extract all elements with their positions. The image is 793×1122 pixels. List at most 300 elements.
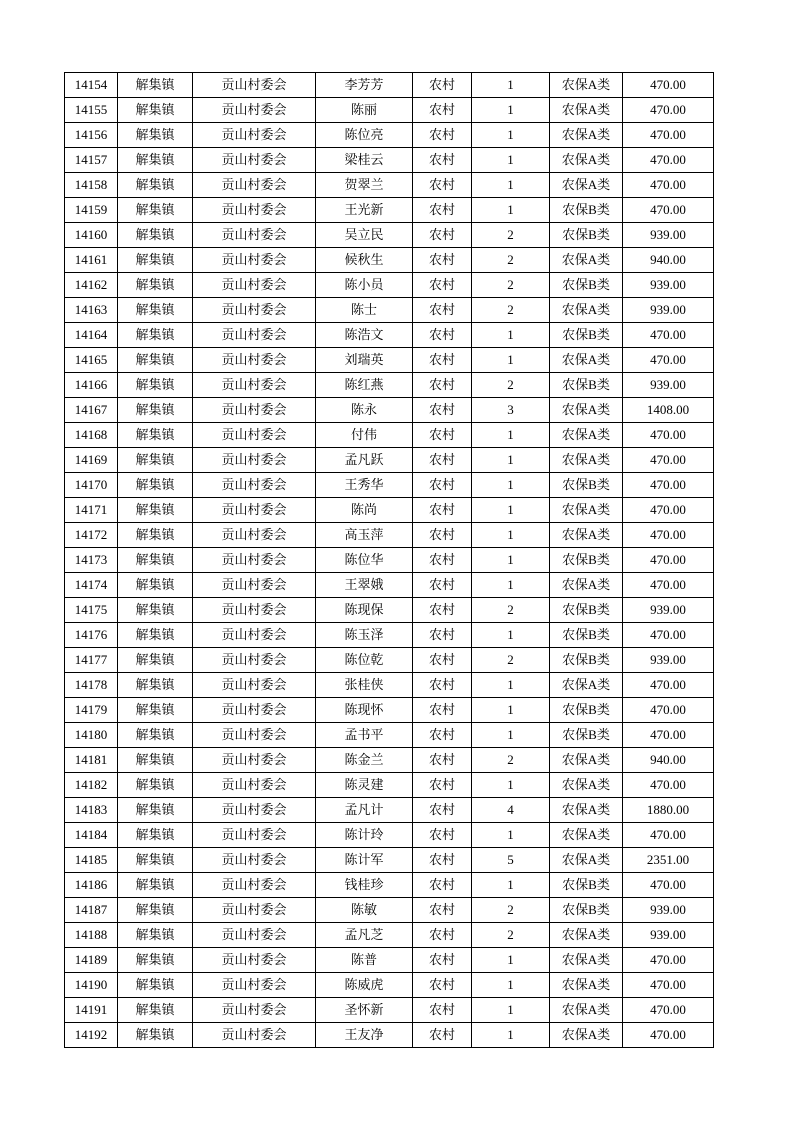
cell-name: 王翠娥 bbox=[316, 573, 413, 598]
cell-type: 农村 bbox=[413, 473, 472, 498]
table-row bbox=[65, 248, 714, 273]
cell-category: 农保B类 bbox=[550, 198, 623, 223]
cell-type: 农村 bbox=[413, 323, 472, 348]
table-row bbox=[65, 973, 714, 998]
cell-amount: 470.00 bbox=[623, 773, 714, 798]
cell-village: 贡山村委会 bbox=[193, 773, 316, 798]
cell-amount: 470.00 bbox=[623, 723, 714, 748]
cell-town: 解集镇 bbox=[118, 498, 193, 523]
cell-id: 14180 bbox=[65, 723, 118, 748]
cell-count: 1 bbox=[472, 548, 550, 573]
cell-amount: 1880.00 bbox=[623, 798, 714, 823]
cell-id: 14174 bbox=[65, 573, 118, 598]
cell-count: 1 bbox=[472, 348, 550, 373]
cell-id: 14159 bbox=[65, 198, 118, 223]
cell-town: 解集镇 bbox=[118, 598, 193, 623]
cell-category: 农保A类 bbox=[550, 98, 623, 123]
cell-village: 贡山村委会 bbox=[193, 498, 316, 523]
cell-amount: 470.00 bbox=[623, 673, 714, 698]
cell-type: 农村 bbox=[413, 373, 472, 398]
cell-name: 付伟 bbox=[316, 423, 413, 448]
cell-town: 解集镇 bbox=[118, 823, 193, 848]
cell-amount: 470.00 bbox=[623, 473, 714, 498]
cell-village: 贡山村委会 bbox=[193, 323, 316, 348]
cell-name: 陈普 bbox=[316, 948, 413, 973]
table-row bbox=[65, 823, 714, 848]
table-row bbox=[65, 698, 714, 723]
cell-town: 解集镇 bbox=[118, 148, 193, 173]
cell-type: 农村 bbox=[413, 623, 472, 648]
cell-id: 14185 bbox=[65, 848, 118, 873]
table-row bbox=[65, 73, 714, 98]
table-row bbox=[65, 173, 714, 198]
cell-count: 2 bbox=[472, 748, 550, 773]
cell-village: 贡山村委会 bbox=[193, 248, 316, 273]
table-row bbox=[65, 573, 714, 598]
cell-name: 陈位华 bbox=[316, 548, 413, 573]
cell-name: 王光新 bbox=[316, 198, 413, 223]
cell-id: 14157 bbox=[65, 148, 118, 173]
cell-village: 贡山村委会 bbox=[193, 398, 316, 423]
cell-count: 1 bbox=[472, 73, 550, 98]
cell-count: 1 bbox=[472, 323, 550, 348]
cell-village: 贡山村委会 bbox=[193, 148, 316, 173]
table-row bbox=[65, 498, 714, 523]
cell-category: 农保A类 bbox=[550, 973, 623, 998]
cell-id: 14165 bbox=[65, 348, 118, 373]
cell-category: 农保B类 bbox=[550, 598, 623, 623]
cell-village: 贡山村委会 bbox=[193, 1023, 316, 1048]
cell-type: 农村 bbox=[413, 898, 472, 923]
cell-id: 14182 bbox=[65, 773, 118, 798]
cell-town: 解集镇 bbox=[118, 248, 193, 273]
cell-name: 陈永 bbox=[316, 398, 413, 423]
cell-amount: 939.00 bbox=[623, 648, 714, 673]
cell-type: 农村 bbox=[413, 998, 472, 1023]
cell-id: 14191 bbox=[65, 998, 118, 1023]
cell-type: 农村 bbox=[413, 498, 472, 523]
table-row bbox=[65, 1023, 714, 1048]
cell-id: 14169 bbox=[65, 448, 118, 473]
cell-id: 14189 bbox=[65, 948, 118, 973]
cell-category: 农保A类 bbox=[550, 73, 623, 98]
cell-amount: 470.00 bbox=[623, 498, 714, 523]
cell-category: 农保B类 bbox=[550, 373, 623, 398]
cell-town: 解集镇 bbox=[118, 773, 193, 798]
cell-town: 解集镇 bbox=[118, 798, 193, 823]
cell-id: 14171 bbox=[65, 498, 118, 523]
cell-amount: 470.00 bbox=[623, 523, 714, 548]
table-row bbox=[65, 373, 714, 398]
cell-type: 农村 bbox=[413, 723, 472, 748]
cell-amount: 470.00 bbox=[623, 998, 714, 1023]
cell-type: 农村 bbox=[413, 948, 472, 973]
benefits-table-body bbox=[65, 73, 714, 1048]
table-row bbox=[65, 323, 714, 348]
cell-category: 农保A类 bbox=[550, 298, 623, 323]
cell-category: 农保A类 bbox=[550, 123, 623, 148]
cell-id: 14175 bbox=[65, 598, 118, 623]
cell-amount: 470.00 bbox=[623, 873, 714, 898]
cell-type: 农村 bbox=[413, 523, 472, 548]
benefits-table bbox=[64, 72, 714, 1048]
cell-amount: 470.00 bbox=[623, 148, 714, 173]
cell-type: 农村 bbox=[413, 573, 472, 598]
cell-type: 农村 bbox=[413, 973, 472, 998]
cell-count: 1 bbox=[472, 173, 550, 198]
cell-category: 农保B类 bbox=[550, 548, 623, 573]
cell-village: 贡山村委会 bbox=[193, 473, 316, 498]
cell-amount: 939.00 bbox=[623, 273, 714, 298]
cell-village: 贡山村委会 bbox=[193, 273, 316, 298]
cell-amount: 470.00 bbox=[623, 423, 714, 448]
table-row bbox=[65, 948, 714, 973]
cell-id: 14164 bbox=[65, 323, 118, 348]
cell-village: 贡山村委会 bbox=[193, 823, 316, 848]
cell-id: 14178 bbox=[65, 673, 118, 698]
cell-town: 解集镇 bbox=[118, 848, 193, 873]
cell-amount: 470.00 bbox=[623, 73, 714, 98]
cell-type: 农村 bbox=[413, 448, 472, 473]
cell-count: 4 bbox=[472, 798, 550, 823]
cell-town: 解集镇 bbox=[118, 398, 193, 423]
cell-amount: 940.00 bbox=[623, 248, 714, 273]
cell-town: 解集镇 bbox=[118, 423, 193, 448]
table-row bbox=[65, 223, 714, 248]
cell-category: 农保A类 bbox=[550, 948, 623, 973]
cell-name: 高玉萍 bbox=[316, 523, 413, 548]
cell-type: 农村 bbox=[413, 348, 472, 373]
cell-category: 农保B类 bbox=[550, 223, 623, 248]
cell-category: 农保B类 bbox=[550, 873, 623, 898]
cell-name: 钱桂珍 bbox=[316, 873, 413, 898]
cell-town: 解集镇 bbox=[118, 173, 193, 198]
cell-category: 农保B类 bbox=[550, 623, 623, 648]
cell-amount: 470.00 bbox=[623, 1023, 714, 1048]
cell-category: 农保B类 bbox=[550, 723, 623, 748]
cell-name: 陈红燕 bbox=[316, 373, 413, 398]
cell-count: 1 bbox=[472, 198, 550, 223]
cell-type: 农村 bbox=[413, 1023, 472, 1048]
cell-village: 贡山村委会 bbox=[193, 348, 316, 373]
cell-name: 王秀华 bbox=[316, 473, 413, 498]
cell-id: 14166 bbox=[65, 373, 118, 398]
cell-count: 1 bbox=[472, 623, 550, 648]
cell-village: 贡山村委会 bbox=[193, 623, 316, 648]
cell-category: 农保A类 bbox=[550, 398, 623, 423]
cell-name: 孟凡跃 bbox=[316, 448, 413, 473]
cell-id: 14168 bbox=[65, 423, 118, 448]
cell-count: 1 bbox=[472, 123, 550, 148]
cell-count: 3 bbox=[472, 398, 550, 423]
cell-village: 贡山村委会 bbox=[193, 898, 316, 923]
cell-category: 农保B类 bbox=[550, 273, 623, 298]
cell-village: 贡山村委会 bbox=[193, 423, 316, 448]
cell-name: 陈金兰 bbox=[316, 748, 413, 773]
cell-amount: 939.00 bbox=[623, 373, 714, 398]
table-row bbox=[65, 423, 714, 448]
cell-village: 贡山村委会 bbox=[193, 548, 316, 573]
cell-town: 解集镇 bbox=[118, 723, 193, 748]
cell-id: 14184 bbox=[65, 823, 118, 848]
cell-category: 农保A类 bbox=[550, 748, 623, 773]
cell-town: 解集镇 bbox=[118, 948, 193, 973]
cell-id: 14177 bbox=[65, 648, 118, 673]
cell-amount: 470.00 bbox=[623, 573, 714, 598]
cell-type: 农村 bbox=[413, 598, 472, 623]
cell-type: 农村 bbox=[413, 73, 472, 98]
cell-village: 贡山村委会 bbox=[193, 998, 316, 1023]
table-row bbox=[65, 748, 714, 773]
cell-category: 农保A类 bbox=[550, 798, 623, 823]
cell-town: 解集镇 bbox=[118, 1023, 193, 1048]
cell-id: 14170 bbox=[65, 473, 118, 498]
cell-id: 14154 bbox=[65, 73, 118, 98]
cell-village: 贡山村委会 bbox=[193, 298, 316, 323]
table-row bbox=[65, 923, 714, 948]
cell-category: 农保B类 bbox=[550, 473, 623, 498]
cell-category: 农保A类 bbox=[550, 498, 623, 523]
cell-village: 贡山村委会 bbox=[193, 223, 316, 248]
cell-village: 贡山村委会 bbox=[193, 973, 316, 998]
cell-amount: 470.00 bbox=[623, 823, 714, 848]
cell-town: 解集镇 bbox=[118, 898, 193, 923]
cell-count: 1 bbox=[472, 423, 550, 448]
cell-count: 1 bbox=[472, 448, 550, 473]
cell-count: 2 bbox=[472, 923, 550, 948]
cell-village: 贡山村委会 bbox=[193, 73, 316, 98]
cell-amount: 470.00 bbox=[623, 98, 714, 123]
cell-village: 贡山村委会 bbox=[193, 448, 316, 473]
table-row bbox=[65, 523, 714, 548]
cell-id: 14156 bbox=[65, 123, 118, 148]
cell-type: 农村 bbox=[413, 298, 472, 323]
cell-type: 农村 bbox=[413, 198, 472, 223]
cell-town: 解集镇 bbox=[118, 648, 193, 673]
cell-count: 2 bbox=[472, 373, 550, 398]
cell-town: 解集镇 bbox=[118, 323, 193, 348]
cell-village: 贡山村委会 bbox=[193, 123, 316, 148]
cell-category: 农保A类 bbox=[550, 773, 623, 798]
table-row bbox=[65, 723, 714, 748]
cell-name: 陈尚 bbox=[316, 498, 413, 523]
cell-amount: 470.00 bbox=[623, 698, 714, 723]
cell-name: 李芳芳 bbox=[316, 73, 413, 98]
cell-village: 贡山村委会 bbox=[193, 598, 316, 623]
cell-name: 孟凡计 bbox=[316, 798, 413, 823]
cell-category: 农保A类 bbox=[550, 573, 623, 598]
cell-name: 陈玉泽 bbox=[316, 623, 413, 648]
cell-id: 14188 bbox=[65, 923, 118, 948]
cell-count: 2 bbox=[472, 248, 550, 273]
table-row bbox=[65, 473, 714, 498]
cell-name: 陈士 bbox=[316, 298, 413, 323]
table-row bbox=[65, 598, 714, 623]
cell-type: 农村 bbox=[413, 798, 472, 823]
cell-town: 解集镇 bbox=[118, 123, 193, 148]
table-row bbox=[65, 98, 714, 123]
cell-town: 解集镇 bbox=[118, 923, 193, 948]
cell-town: 解集镇 bbox=[118, 473, 193, 498]
cell-town: 解集镇 bbox=[118, 573, 193, 598]
cell-category: 农保A类 bbox=[550, 173, 623, 198]
cell-amount: 939.00 bbox=[623, 223, 714, 248]
cell-type: 农村 bbox=[413, 923, 472, 948]
table-row bbox=[65, 298, 714, 323]
cell-count: 1 bbox=[472, 498, 550, 523]
table-row bbox=[65, 273, 714, 298]
cell-type: 农村 bbox=[413, 823, 472, 848]
cell-amount: 470.00 bbox=[623, 123, 714, 148]
cell-category: 农保A类 bbox=[550, 248, 623, 273]
cell-type: 农村 bbox=[413, 773, 472, 798]
cell-type: 农村 bbox=[413, 873, 472, 898]
cell-count: 1 bbox=[472, 573, 550, 598]
cell-count: 1 bbox=[472, 823, 550, 848]
table-row bbox=[65, 548, 714, 573]
cell-count: 2 bbox=[472, 223, 550, 248]
cell-type: 农村 bbox=[413, 223, 472, 248]
cell-village: 贡山村委会 bbox=[193, 198, 316, 223]
cell-type: 农村 bbox=[413, 398, 472, 423]
cell-name: 孟凡芝 bbox=[316, 923, 413, 948]
table-row bbox=[65, 798, 714, 823]
cell-town: 解集镇 bbox=[118, 998, 193, 1023]
cell-count: 2 bbox=[472, 648, 550, 673]
cell-town: 解集镇 bbox=[118, 748, 193, 773]
cell-village: 贡山村委会 bbox=[193, 648, 316, 673]
cell-village: 贡山村委会 bbox=[193, 98, 316, 123]
cell-name: 陈敏 bbox=[316, 898, 413, 923]
cell-village: 贡山村委会 bbox=[193, 748, 316, 773]
cell-name: 吴立民 bbox=[316, 223, 413, 248]
cell-name: 陈浩文 bbox=[316, 323, 413, 348]
cell-village: 贡山村委会 bbox=[193, 698, 316, 723]
cell-town: 解集镇 bbox=[118, 73, 193, 98]
cell-amount: 470.00 bbox=[623, 973, 714, 998]
cell-amount: 939.00 bbox=[623, 898, 714, 923]
cell-id: 14190 bbox=[65, 973, 118, 998]
cell-name: 陈小员 bbox=[316, 273, 413, 298]
cell-count: 2 bbox=[472, 298, 550, 323]
cell-count: 2 bbox=[472, 898, 550, 923]
cell-type: 农村 bbox=[413, 748, 472, 773]
cell-category: 农保A类 bbox=[550, 998, 623, 1023]
cell-village: 贡山村委会 bbox=[193, 848, 316, 873]
table-row bbox=[65, 998, 714, 1023]
cell-category: 农保B类 bbox=[550, 323, 623, 348]
cell-town: 解集镇 bbox=[118, 98, 193, 123]
cell-count: 1 bbox=[472, 998, 550, 1023]
cell-name: 孟书平 bbox=[316, 723, 413, 748]
cell-count: 5 bbox=[472, 848, 550, 873]
table-row bbox=[65, 123, 714, 148]
cell-count: 1 bbox=[472, 773, 550, 798]
cell-category: 农保A类 bbox=[550, 348, 623, 373]
cell-name: 陈位亮 bbox=[316, 123, 413, 148]
cell-town: 解集镇 bbox=[118, 298, 193, 323]
cell-town: 解集镇 bbox=[118, 223, 193, 248]
cell-type: 农村 bbox=[413, 98, 472, 123]
cell-name: 张桂侠 bbox=[316, 673, 413, 698]
table-row bbox=[65, 898, 714, 923]
cell-town: 解集镇 bbox=[118, 623, 193, 648]
cell-count: 2 bbox=[472, 273, 550, 298]
cell-id: 14187 bbox=[65, 898, 118, 923]
cell-category: 农保B类 bbox=[550, 648, 623, 673]
cell-id: 14160 bbox=[65, 223, 118, 248]
cell-type: 农村 bbox=[413, 423, 472, 448]
cell-count: 1 bbox=[472, 948, 550, 973]
cell-id: 14172 bbox=[65, 523, 118, 548]
cell-town: 解集镇 bbox=[118, 698, 193, 723]
cell-amount: 940.00 bbox=[623, 748, 714, 773]
cell-id: 14173 bbox=[65, 548, 118, 573]
cell-id: 14163 bbox=[65, 298, 118, 323]
cell-amount: 1408.00 bbox=[623, 398, 714, 423]
cell-name: 陈计玲 bbox=[316, 823, 413, 848]
cell-town: 解集镇 bbox=[118, 548, 193, 573]
cell-type: 农村 bbox=[413, 548, 472, 573]
cell-town: 解集镇 bbox=[118, 523, 193, 548]
cell-category: 农保A类 bbox=[550, 923, 623, 948]
cell-count: 1 bbox=[472, 698, 550, 723]
cell-id: 14158 bbox=[65, 173, 118, 198]
cell-village: 贡山村委会 bbox=[193, 173, 316, 198]
cell-category: 农保A类 bbox=[550, 148, 623, 173]
cell-town: 解集镇 bbox=[118, 198, 193, 223]
cell-count: 1 bbox=[472, 873, 550, 898]
cell-count: 1 bbox=[472, 973, 550, 998]
cell-id: 14181 bbox=[65, 748, 118, 773]
table-row bbox=[65, 398, 714, 423]
table-row bbox=[65, 448, 714, 473]
cell-name: 陈计军 bbox=[316, 848, 413, 873]
table-row bbox=[65, 623, 714, 648]
cell-type: 农村 bbox=[413, 648, 472, 673]
cell-name: 候秋生 bbox=[316, 248, 413, 273]
table-row bbox=[65, 348, 714, 373]
cell-type: 农村 bbox=[413, 248, 472, 273]
cell-name: 陈灵建 bbox=[316, 773, 413, 798]
cell-amount: 470.00 bbox=[623, 548, 714, 573]
cell-name: 圣怀新 bbox=[316, 998, 413, 1023]
cell-amount: 470.00 bbox=[623, 323, 714, 348]
cell-amount: 470.00 bbox=[623, 623, 714, 648]
cell-category: 农保A类 bbox=[550, 1023, 623, 1048]
table-row bbox=[65, 648, 714, 673]
cell-village: 贡山村委会 bbox=[193, 673, 316, 698]
cell-category: 农保A类 bbox=[550, 448, 623, 473]
cell-amount: 939.00 bbox=[623, 923, 714, 948]
cell-count: 2 bbox=[472, 598, 550, 623]
cell-town: 解集镇 bbox=[118, 348, 193, 373]
cell-count: 1 bbox=[472, 673, 550, 698]
cell-name: 陈现保 bbox=[316, 598, 413, 623]
cell-count: 1 bbox=[472, 473, 550, 498]
cell-id: 14161 bbox=[65, 248, 118, 273]
cell-category: 农保A类 bbox=[550, 673, 623, 698]
cell-village: 贡山村委会 bbox=[193, 948, 316, 973]
cell-name: 陈位乾 bbox=[316, 648, 413, 673]
cell-town: 解集镇 bbox=[118, 273, 193, 298]
cell-name: 刘瑞英 bbox=[316, 348, 413, 373]
cell-id: 14183 bbox=[65, 798, 118, 823]
cell-type: 农村 bbox=[413, 273, 472, 298]
cell-town: 解集镇 bbox=[118, 373, 193, 398]
cell-amount: 470.00 bbox=[623, 173, 714, 198]
cell-village: 贡山村委会 bbox=[193, 723, 316, 748]
